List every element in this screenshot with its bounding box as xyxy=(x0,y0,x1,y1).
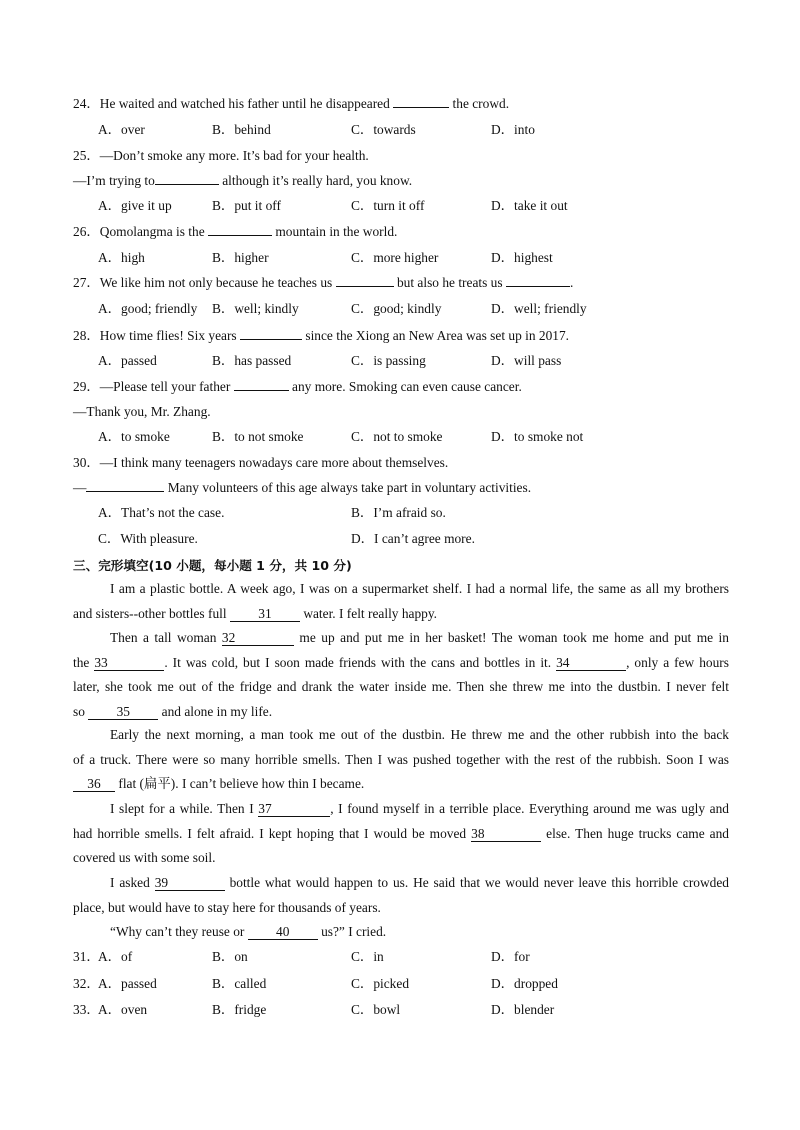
option-a: A．high xyxy=(98,250,145,265)
passage-line: of a truck. There were so many horrible smells. Then I was pushed together with the rest of the rubbish. Soon I was xyxy=(73,751,729,767)
answer-blank xyxy=(240,339,302,340)
option-d: D．for xyxy=(491,949,530,964)
question-29 xyxy=(73,378,522,396)
question-text: How time flies! Six years xyxy=(99,328,237,343)
passage-line: I am a plastic bottle. A week ago, I was on a supermarket shelf. I had a normal life, the same as all my brothers xyxy=(110,581,729,596)
passage-line: so 35 and alone in my life. xyxy=(73,703,273,719)
blank-32: 32 xyxy=(222,630,294,646)
passage-line: had horrible smells. I felt afraid. I kept hoping that I would be moved 38 else. Then huge trucks came and xyxy=(73,825,729,841)
option-a: A．of xyxy=(98,949,133,964)
question-text: since the Xiong an New Area was set up in 2017. xyxy=(305,328,570,343)
question-29-reply: —Thank you, Mr. Zhang. xyxy=(73,404,211,419)
question-30-reply xyxy=(73,479,531,497)
option-c: C．good; kindly xyxy=(351,301,442,316)
blank-40: 40 xyxy=(248,924,318,940)
question-number: 32． xyxy=(73,976,100,991)
option-b: B．well; kindly xyxy=(212,301,299,316)
passage-line: “Why can’t they reuse or 40 us?” I cried. xyxy=(110,924,387,939)
option-b: B．on xyxy=(212,949,248,964)
option-c: C．not to smoke xyxy=(351,429,443,444)
question-number: 28． xyxy=(73,328,100,343)
option-d: D．well; friendly xyxy=(491,301,587,316)
question-number: 30． xyxy=(73,455,100,470)
option-b: B．called xyxy=(212,976,267,991)
passage-line: 36 flat (扁平). I can’t believe how thin I became. xyxy=(73,772,729,797)
passage-line: later, she took me out of the fridge and drank the water inside me. Then she threw me into the dustbin. I never felt xyxy=(73,679,729,694)
option-d: D．highest xyxy=(491,250,553,265)
passage-paragraph-6 xyxy=(73,920,729,945)
reply-text: Many volunteers of this age always take part in voluntary activities. xyxy=(167,480,532,495)
option-c: C．towards xyxy=(351,122,416,137)
question-number: 31． xyxy=(73,949,100,964)
question-text: —Don’t smoke any more. It’s bad for your health. xyxy=(99,148,369,163)
blank-34: 34 xyxy=(556,655,626,671)
option-d: D．will pass xyxy=(491,353,562,368)
option-c: C．picked xyxy=(351,976,410,991)
option-c: C．more higher xyxy=(351,250,439,265)
answer-blank xyxy=(208,235,272,236)
answer-blank xyxy=(234,390,289,391)
option-d: D．I can’t agree more. xyxy=(351,531,475,546)
option-c: C．in xyxy=(351,949,384,964)
option-b: B．I’m afraid so. xyxy=(351,505,446,520)
blank-31: 31 xyxy=(230,606,300,622)
answer-blank xyxy=(155,184,219,185)
passage-paragraph-3 xyxy=(73,723,729,797)
option-d: D．take it out xyxy=(491,198,568,213)
question-24 xyxy=(73,95,509,113)
question-text: any more. Smoking can even cause cancer. xyxy=(292,379,522,394)
question-27 xyxy=(73,274,573,292)
question-number: 24． xyxy=(73,96,100,111)
passage-line: and sisters--other bottles full 31 water. I felt really happy. xyxy=(73,605,438,621)
option-a: A．to smoke xyxy=(98,429,170,444)
passage-line: Then a tall woman 32 me up and put me in her basket! The woman took me home and put me in xyxy=(110,630,729,645)
blank-37: 37 xyxy=(258,801,330,817)
blank-35: 35 xyxy=(88,704,158,720)
option-a: A．passed xyxy=(98,976,157,991)
passage-paragraph-2 xyxy=(73,626,729,724)
option-d: D．blender xyxy=(491,1002,555,1017)
option-a: A．That’s not the case. xyxy=(98,505,225,520)
passage-line: covered us with some soil. xyxy=(73,850,216,865)
question-number: 26． xyxy=(73,224,100,239)
option-a: A．oven xyxy=(98,1002,148,1017)
answer-blank xyxy=(86,491,164,492)
question-text: mountain in the world. xyxy=(275,224,398,239)
question-number: 29． xyxy=(73,379,100,394)
answer-blank xyxy=(336,286,394,287)
option-a: A．good; friendly xyxy=(98,301,198,316)
option-c: C．turn it off xyxy=(351,198,425,213)
passage-line: place, but would have to stay here for thousands of years. xyxy=(73,899,381,915)
blank-39: 39 xyxy=(155,875,225,891)
question-number: 27． xyxy=(73,275,100,290)
answer-blank xyxy=(393,107,449,108)
blank-36: 36 xyxy=(73,776,115,792)
reply-text: — xyxy=(73,480,87,495)
question-26 xyxy=(73,223,397,241)
question-text: but also he treats us xyxy=(396,275,503,290)
passage-line: the 33 . It was cold, but I soon made friends with the cans and bottles in it. 34 , only a few hours xyxy=(73,654,729,670)
question-text: the crowd. xyxy=(452,96,510,111)
question-33 xyxy=(73,1001,100,1019)
question-31 xyxy=(73,948,100,966)
option-c: C．bowl xyxy=(351,1002,401,1017)
option-b: B．fridge xyxy=(212,1002,267,1017)
question-32 xyxy=(73,975,100,993)
option-b: B．put it off xyxy=(212,198,281,213)
passage-paragraph-5 xyxy=(73,871,729,920)
answer-blank xyxy=(506,286,570,287)
option-b: B．to not smoke xyxy=(212,429,304,444)
question-number: 25． xyxy=(73,148,100,163)
question-text: —I think many teenagers nowadays care more about themselves. xyxy=(99,455,449,470)
question-text: We like him not only because he teaches us xyxy=(99,275,333,290)
option-b: B．behind xyxy=(212,122,271,137)
passage-paragraph-4 xyxy=(73,797,729,871)
question-30 xyxy=(73,454,448,472)
reply-text: —I’m trying to xyxy=(73,173,155,188)
reply-text: although it’s really hard, you know. xyxy=(222,173,413,188)
option-c: C．is passing xyxy=(351,353,426,368)
blank-38: 38 xyxy=(471,826,541,842)
question-28 xyxy=(73,327,569,345)
option-b: B．higher xyxy=(212,250,269,265)
option-d: D．dropped xyxy=(491,976,558,991)
passage-line: I slept for a while. Then I 37 , I found myself in a terrible place. Everything around me was ugly and xyxy=(110,801,729,816)
question-number: 33． xyxy=(73,1002,100,1017)
passage-paragraph-1 xyxy=(73,577,729,626)
question-25 xyxy=(73,147,369,165)
option-b: B．has passed xyxy=(212,353,292,368)
option-d: D．to smoke not xyxy=(491,429,584,444)
question-text: Qomolangma is the xyxy=(99,224,205,239)
question-text: . xyxy=(569,275,574,290)
blank-33: 33 xyxy=(94,655,164,671)
option-d: D．into xyxy=(491,122,535,137)
question-text: —Please tell your father xyxy=(99,379,231,394)
passage-line: Early the next morning, a man took me out of the dustbin. He threw me and the other rubbish into the back xyxy=(110,727,729,742)
option-a: A．over xyxy=(98,122,145,137)
option-a: A．passed xyxy=(98,353,157,368)
option-c: C．With pleasure. xyxy=(98,531,198,546)
passage-line: I asked 39 bottle what would happen to us. He said that we would never leave this horrible crowded xyxy=(110,875,729,890)
section-heading: 三、完形填空(10 小题，每小题 1 分，共 10 分) xyxy=(73,558,352,573)
question-25-reply xyxy=(73,172,412,190)
option-a: A．give it up xyxy=(98,198,172,213)
question-text: He waited and watched his father until he disappeared xyxy=(99,96,390,111)
